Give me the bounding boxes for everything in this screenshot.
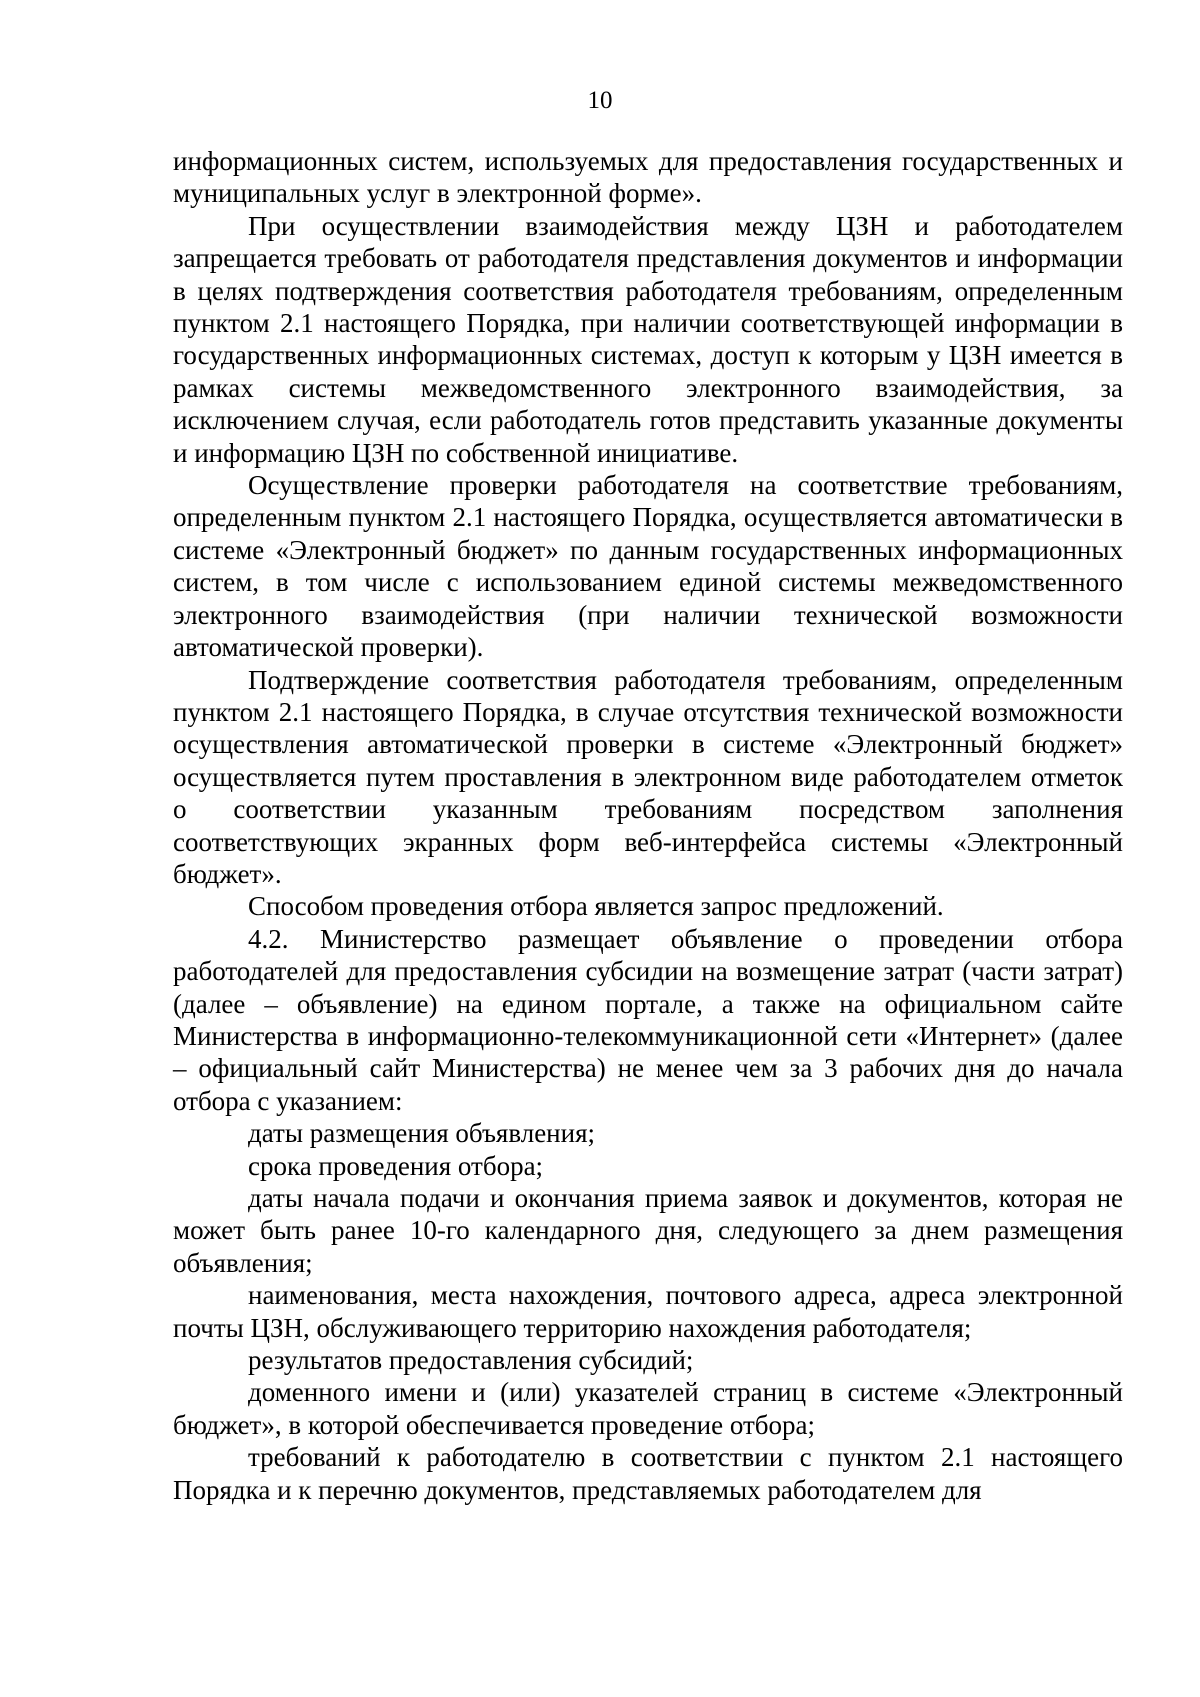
list-item-employer-requirements: требований к работодателю в соответствии с пунктом 2.1 настоящего Порядка и к перечню документов, представляемых работодателем для (173, 1442, 1123, 1505)
document-body (173, 145, 1123, 1506)
paragraph-selection-method: Способом проведения отбора является запрос предложений. (248, 891, 944, 922)
list-item-domain-name: доменного имени и (или) указателей страниц в системе «Электронный бюджет», в которой обеспечивается проведение отбора; (173, 1377, 1123, 1440)
list-item-czn-contacts: наименования, места нахождения, почтового адреса, адреса электронной почты ЦЗН, обслуживающего территорию нахождения работодателя; (173, 1280, 1123, 1343)
paragraph-continuation: информационных систем, используемых для предоставления государственных и муниципальных услуг в электронной форме». (173, 146, 1123, 209)
paragraph-compliance-confirmation: Подтверждение соответствия работодателя требованиям, определенным пунктом 2.1 настоящего Порядка, в случае отсутствия технической возможности осуществления автоматической проверки в системе «Электронный бюджет» осуществляется путем проставления в электронном виде работодателем отметок о соответствии указанным требованиям посредством заполнения соответствующих экранных форм веб-интерфейса системы «Электронный бюджет». (173, 664, 1123, 889)
list-item-selection-period: срока проведения отбора; (248, 1150, 544, 1181)
list-item-application-dates: даты начала подачи и окончания приема заявок и документов, которая не может быть ранее 10-го календарного дня, следующего за днем размещения объявления; (173, 1183, 1123, 1278)
paragraph-automatic-check: Осуществление проверки работодателя на соответствие требованиям, определенным пунктом 2.1 настоящего Порядка, осуществляется автоматически в системе «Электронный бюджет» по данным государственных информационных систем, в том числе с использованием единой системы межведомственного электронного взаимодействия (при наличии технической возможности автоматической проверки). (173, 470, 1123, 663)
paragraph-interaction-prohibition: При осуществлении взаимодействия между ЦЗН и работодателем запрещается требовать от работодателя представления документов и информации в целях подтверждения соответствия работодателя требованиям, определенным пунктом 2.1 настоящего Порядка, при наличии соответствующей информации в государственных информационных системах, доступ к которым у ЦЗН имеется в рамках системы межведомственного электронного взаимодействия, за исключением случая, если работодатель готов представить указанные документы и информацию ЦЗН по собственной инициативе. (173, 210, 1123, 468)
list-item-subsidy-results: результатов предоставления субсидий; (248, 1345, 694, 1376)
paragraph-4-2: 4.2. Министерство размещает объявление о проведении отбора работодателей для предоставления субсидии на возмещение затрат (части затрат) (далее – объявление) на едином портале, а также на официальном сайте Министерства в информационно-телекоммуникационной сети «Интернет» (далее – официальный сайт Министерства) не менее чем за 3 рабочих дня до начала отбора с указанием: (173, 923, 1123, 1116)
list-item-publication-date: даты размещения объявления; (248, 1118, 596, 1149)
page-number: 10 (587, 87, 613, 114)
